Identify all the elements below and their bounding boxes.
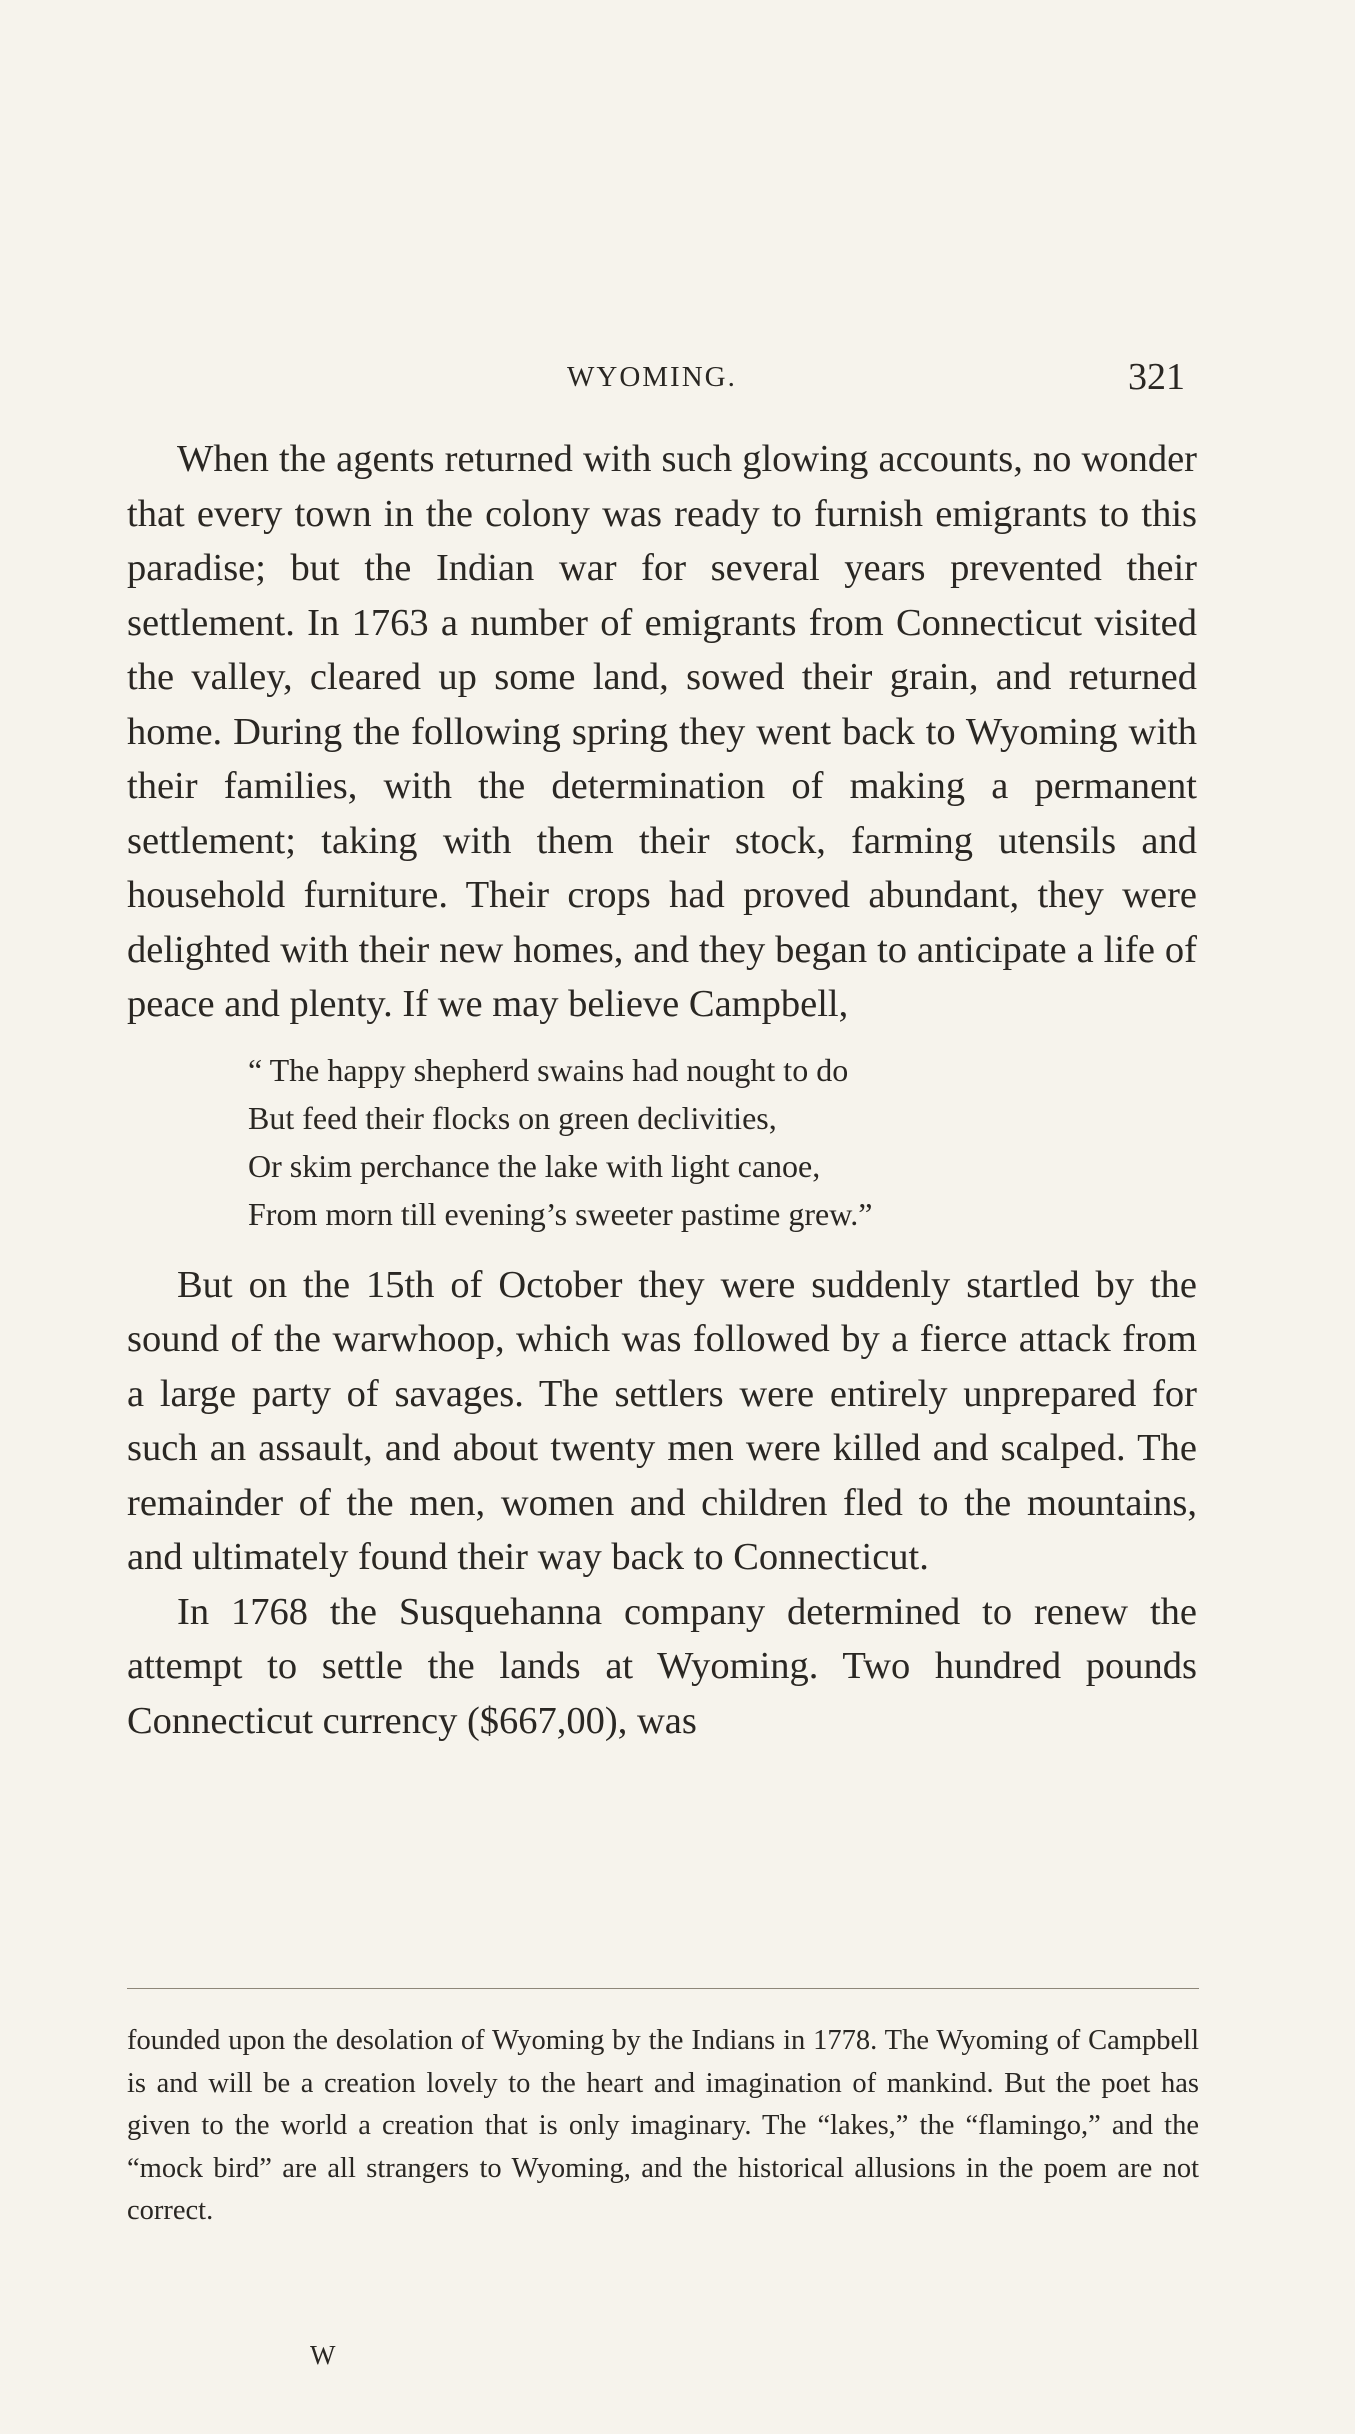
verse-line-1: “ The happy shepherd swains had nought to do (248, 1051, 849, 1088)
page-header (0, 352, 1355, 402)
paragraph-susquehanna-company: In 1768 the Susquehanna company determined to renew the attempt to settle the lands at Wyoming. Two hundred pounds Connecticut currency ($667,00), was (127, 1590, 1197, 1742)
footnote-divider (127, 1988, 1199, 1989)
main-text (127, 432, 1197, 1748)
footnote (127, 2020, 1199, 2233)
footnote-text: founded upon the desolation of Wyoming by the Indians in 1778. The Wyoming of Campbell is and will be a creation lovely to the heart and imagination of mankind. But the poet has given to the world a creation that is only imaginary. The “lakes,” the “flamingo,” and the “mock bird” are all strangers to Wyoming, and the historical allusions in the poem are not correct. (127, 2025, 1199, 2226)
paragraph-october-attack: But on the 15th of October they were suddenly startled by the sound of the warwhoop, which was followed by a fierce attack from a large party of savages. The settlers were entirely unprepared for such an assault, and about twenty men were killed and scalped. The remainder of the men, women and children fled to the mountains, and ultimately found their way back to Connecticut. (127, 1263, 1197, 1578)
paragraph-agents-returned: When the agents returned with such glowing accounts, no wonder that every town in the colony was ready to furnish emigrants to this paradise; but the Indian war for several years prevented their settlement. In 1763 a number of emigrants from Connecticut visited the valley, cleared up some land, sowed their grain, and returned home. During the following spring they went back to Wyoming with their families, with the determination of making a permanent settlement; taking with them their stock, farming utensils and household furniture. Their crops had proved abundant, they were delighted with their new homes, and they began to anticipate a life of peace and plenty. If we may believe Campbell, (127, 438, 1197, 1025)
verse-line-4: From morn till evening’s sweeter pastime grew.” (248, 1195, 873, 1232)
verse-quotation (248, 1046, 1197, 1238)
verse-line-2: But feed their flocks on green declivities, (248, 1099, 777, 1136)
running-head: WYOMING. (567, 361, 737, 393)
signature-mark: W (310, 2340, 336, 2370)
page-number: 321 (1128, 356, 1185, 398)
verse-line-3: Or skim perchance the lake with light canoe, (248, 1147, 821, 1184)
